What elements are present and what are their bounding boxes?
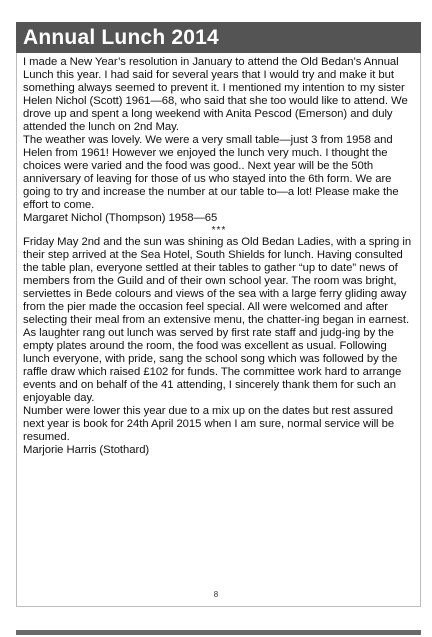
- section1-paragraph-2: The weather was lovely. We were a very small table—just 3 from 1958 and Helen from 1961! However we enjoyed the lunch very much. I thought the choices were varied and the food was good.. Next year will be the 50th anniversary of leaving for those of us who stayed into the 6th form. We are going to try and increase the number at our table to—a lot! Please make the effort to come.: [23, 134, 399, 211]
- article-body: [23, 56, 415, 457]
- bottom-rule: [16, 630, 421, 635]
- article-title: Annual Lunch 2014: [16, 22, 421, 53]
- section-separator: ***: [211, 225, 227, 236]
- section2-paragraph-2: As laughter rang out lunch was served by first rate staff and judg-ing by the empty plates around the room, the food was excellent as usual. Following lunch everyone, with pride, sang the school song which was followed by the raffle draw which raised £102 for funds. The committee work hard to arrange events and on behalf of the 41 attending, I sincerely thank them for such an enjoyable day.: [23, 327, 402, 404]
- section2-paragraph-1: Friday May 2nd and the sun was shining as Old Bedan Ladies, with a spring in their step arrived at the Sea Hotel, South Shields for lunch. Having consulted the table plan, everyone settled at their tables to gather “up to date” news of members from the Guild and of their own school year. The room was bright, serviettes in Bede colours and views of the sea with a large ferry gliding away from the pier made the occasion feel special. All were welcomed and after selecting their meal from an extensive menu, the chatter-ing began in earnest.: [23, 236, 412, 326]
- section1-signature: Margaret Nichol (Thompson) 1958—65: [23, 212, 218, 224]
- section2-paragraph-3: Number were lower this year due to a mix up on the dates but rest assured next year is book for 24th April 2015 when I am sure, normal service will be resumed.: [23, 405, 395, 443]
- page-number: 8: [213, 590, 219, 599]
- section1-paragraph-1: I made a New Year’s resolution in January to attend the Old Bedan’s Annual Lunch this year. I had said for several years that I would try and make it but something always seemed to prevent it. I mentioned my intention to my sister Helen Nichol (Scott) 1961—68, who said that she too would like to attend. We drove up and spent a long weekend with Anita Pescod (Emerson) and duly attended the lunch on 2nd May.: [23, 56, 408, 133]
- section2-signature: Marjorie Harris (Stothard): [23, 444, 150, 456]
